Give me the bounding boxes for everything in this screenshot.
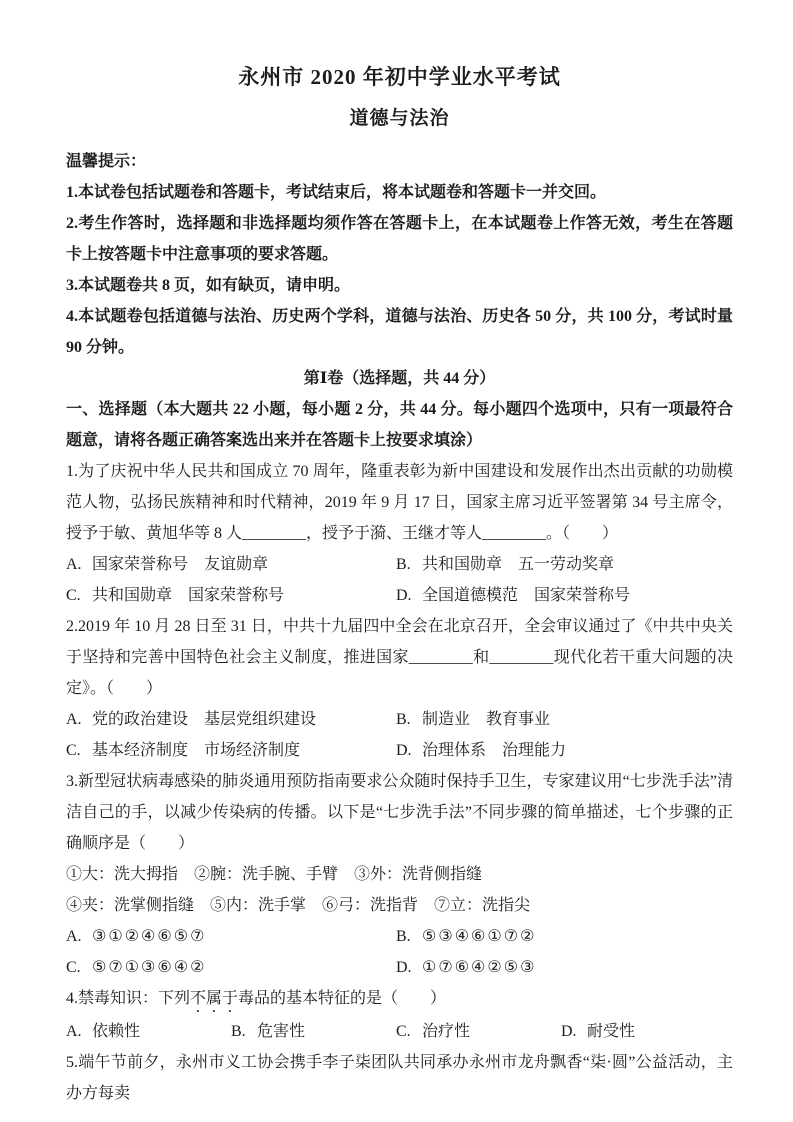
stem-suffix: 毒品的基本特征的是（ ） <box>238 990 447 1007</box>
option-label: C. <box>396 1023 411 1040</box>
page-subtitle: 道德与法治 <box>349 108 450 129</box>
notice-heading: 温馨提示： <box>66 153 147 170</box>
question-4-stem <box>66 983 733 1016</box>
option-text: 国家荣誉称号 友谊勋章 <box>92 556 269 573</box>
notice-item-2: 2.考生作答时，选择题和非选择题均须作答在答题卡上，在本试题卷上作答无效，考生在答题卡上按答题卡中注意事项的要求答题。 <box>66 215 733 263</box>
option-d <box>396 952 733 983</box>
question-1 <box>66 456 733 611</box>
option-label: C. <box>66 587 81 604</box>
question-2 <box>66 611 733 766</box>
option-label: B. <box>396 928 411 945</box>
option-label: A. <box>66 928 82 945</box>
option-label: C. <box>66 959 81 976</box>
option-text: ⑤⑦①③⑥④② <box>92 959 207 976</box>
question-5 <box>66 1047 733 1109</box>
option-label: B. <box>396 556 411 573</box>
question-2-options <box>66 704 733 766</box>
section-heading: 第Ⅰ卷（选择题，共 44 分） <box>303 370 496 387</box>
notice-item-3: 3.本试题卷共 8 页，如有缺页，请申明。 <box>66 277 351 294</box>
option-label: D. <box>396 742 412 759</box>
option-d <box>561 1016 733 1047</box>
option-d <box>396 580 733 611</box>
option-text: 基本经济制度 市场经济制度 <box>92 742 301 759</box>
option-text: 全国道德模范 国家荣誉称号 <box>422 587 631 604</box>
option-text: ⑤③④⑥①⑦② <box>422 928 537 945</box>
question-1-stem: 1.为了庆祝中华人民共和国成立 70 周年，隆重表彰为新中国建设和发展作出杰出贡献的功勋模范人物，弘扬民族精神和时代精神，2019 年 9 月 17 日，国家主席习近平签署第 34 号主席令，授予于敏、黄旭华等 8 人________，授予于漪、王继才等人________。（ ） <box>66 463 733 542</box>
option-c <box>66 735 396 766</box>
notice-item-1: 1.本试卷包括试题卷和答题卡，考试结束后，将本试题卷和答题卡一并交回。 <box>66 184 607 201</box>
section-instructions: 一、选择题（本大题共 22 小题，每小题 2 分，共 44 分。每小题四个选项中，只有一项最符合题意，请将各题正确答案选出来并在答题卡上按要求填涂） <box>66 401 733 449</box>
option-text: 耐受性 <box>587 1023 636 1040</box>
question-1-options <box>66 549 733 611</box>
option-label: A. <box>66 556 82 573</box>
question-3 <box>66 766 733 983</box>
option-label: D. <box>396 587 412 604</box>
option-b <box>396 921 733 952</box>
question-3-stem: 3.新型冠状病毒感染的肺炎通用预防指南要求公众随时保持手卫生，专家建议用“七步洗手法”清洁自己的手，以减少传染病的传播。以下是“七步洗手法”不同步骤的简单描述，七个步骤的正确顺序是（ ） <box>66 773 733 852</box>
option-text: 党的政治建设 基层党组织建设 <box>92 711 317 728</box>
option-c <box>66 580 396 611</box>
option-a <box>66 704 396 735</box>
question-5-stem: 5.端午节前夕，永州市义工协会携手李子柒团队共同承办永州市龙舟飘香“柒·圆”公益活动，主办方每卖 <box>66 1054 733 1102</box>
option-label: B. <box>231 1023 246 1040</box>
option-c <box>66 952 396 983</box>
option-label: D. <box>396 959 412 976</box>
question-3-steps-2: ④夹：洗掌侧指缝 ⑤内：洗手掌 ⑥弓：洗指背 ⑦立：洗指尖 <box>66 897 531 914</box>
question-2-stem: 2.2019 年 10 月 28 日至 31 日，中共十九届四中全会在北京召开，全会审议通过了《中共中央关于坚持和完善中国特色社会主义制度，推进国家________和________现代化若干重大问题的决定》。（ ） <box>66 618 733 697</box>
stem-emphasized: 不属于 <box>190 990 239 1007</box>
option-label: C. <box>66 742 81 759</box>
option-text: 依赖性 <box>92 1023 141 1040</box>
notice-item-4: 4.本试题卷包括道德与法治、历史两个学科，道德与法治、历史各 50 分，共 100 分，考试时量 90 分钟。 <box>66 308 733 356</box>
question-4-options <box>66 1016 733 1047</box>
option-text: ③①②④⑥⑤⑦ <box>92 928 207 945</box>
option-text: 制造业 教育事业 <box>422 711 551 728</box>
option-c <box>396 1016 561 1047</box>
option-b <box>396 549 733 580</box>
option-b <box>231 1016 396 1047</box>
option-d <box>396 735 733 766</box>
option-label: B. <box>396 711 411 728</box>
option-a <box>66 921 396 952</box>
question-3-options <box>66 921 733 983</box>
stem-prefix: 4.禁毒知识：下列 <box>66 990 191 1007</box>
option-label: A. <box>66 1023 82 1040</box>
option-text: 治理体系 治理能力 <box>422 742 567 759</box>
option-text: ①⑦⑥④②⑤③ <box>422 959 537 976</box>
option-text: 治疗性 <box>422 1023 471 1040</box>
question-4 <box>66 983 733 1047</box>
option-b <box>396 704 733 735</box>
option-text: 共和国勋章 国家荣誉称号 <box>92 587 285 604</box>
option-label: D. <box>561 1023 577 1040</box>
page-title: 永州市 2020 年初中学业水平考试 <box>238 65 561 89</box>
option-a <box>66 549 396 580</box>
option-a <box>66 1016 231 1047</box>
option-label: A. <box>66 711 82 728</box>
question-3-steps-1: ①大：洗大拇指 ②腕：洗手腕、手臂 ③外：洗背侧指缝 <box>66 866 483 883</box>
option-text: 共和国勋章 五一劳动奖章 <box>422 556 615 573</box>
notice-section <box>66 146 733 363</box>
option-text: 危害性 <box>257 1023 306 1040</box>
